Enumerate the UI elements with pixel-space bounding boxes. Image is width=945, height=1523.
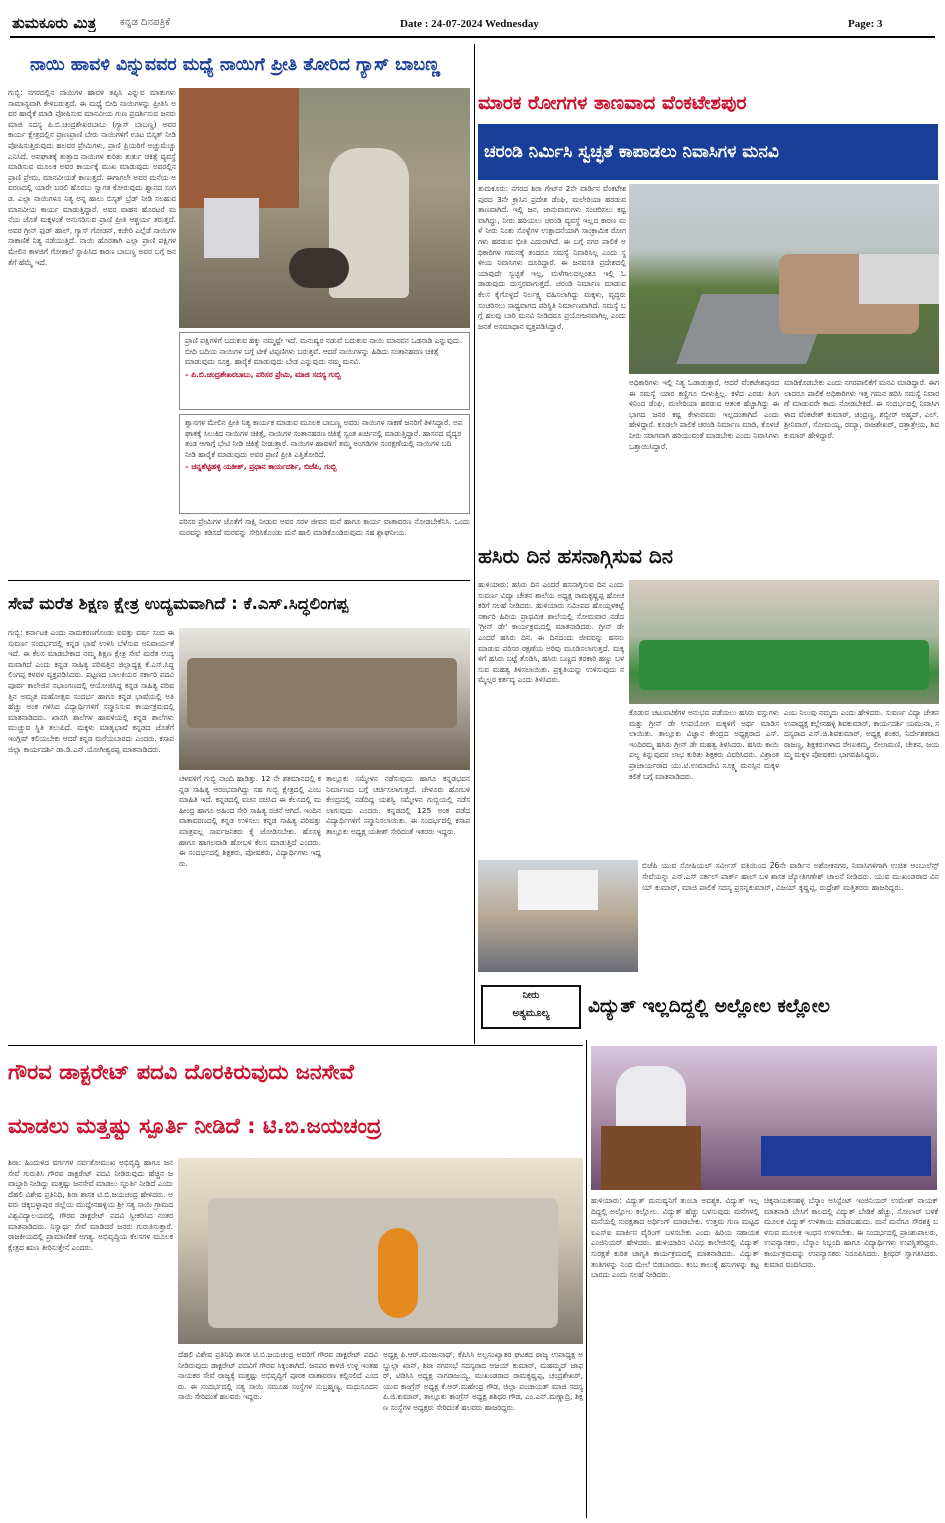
art1-quote-credit: – ಚನ್ನಶೆಟ್ಟಿಹಳ್ಳಿ ಯತೀಶ್, ಪ್ರಧಾನ ಕಾರ್ಯದರ್ಶಿ, ಬಿಜೆಪಿ, ಗುಬ್ಬಿ [185, 462, 337, 472]
photo-ambulance [518, 870, 598, 910]
divider-vertical-center [474, 44, 475, 1044]
art3-col3: ಎಂಬ ನಿಲುವು ನಮ್ಮದು ಎಂದು ಹೇಳಿದರು. ಸುವರ್ಣ ವಿದ್ಯಾ ಚೇತನ ಉಪಾಧ್ಯಕ್ಷ ಕಲ್ಲೇನಹಳ್ಳಿ ಶಿವಕುಮಾರ್, ಕಾರ್ಯದರ್ಶಿ ಯಮುನಾ, ಸದಸ್ಯರಾದ ಎಸ್.ಜಿ.ಶಿವಕುಮಾರ್, ಅಧ್ಯಕ್ಷ ಶಂಕರ, ನಿರ್ದೇಶಕರಾದ ರಾಜಣ್ಣ, ಶಿಕ್ಷಕರುಗಳಾದ ರೇಣುಕಮ್ಮ, ಲೀಲಾಮಣಿ, ಚೇತನ, ಜಯಮ್ಮ ಮಕ್ಕಳ ಪೋಷಕರು ಭಾಗವಹಿಸಿದ್ದರು. [784, 708, 939, 760]
masthead [0, 0, 945, 40]
art5-headline1: ಗೌರವ ಡಾಕ್ಟರೇಟ್ ಪದವಿ ದೊರಕಿರುವುದು ಜನಸೇವೆ [8, 1060, 354, 1084]
photo-washing-machine [204, 198, 259, 258]
divider-horizontal-bottom [8, 1045, 583, 1046]
photo-garland [378, 1228, 418, 1318]
paper-name: ತುಮಕೂರು ಮಿತ್ರ [12, 14, 97, 32]
issue-date: Date : 24-07-2024 Wednesday [400, 18, 539, 30]
art1-col1: ಗುಬ್ಬಿ: ನಗರದಲ್ಲಿನ ನಾಯಿಗಳ ಹಾವಳಿ ತಪ್ಪಿಸಿ ಎನ್ನುವ ಮಾತುಗಳು ಸಾಮಾನ್ಯವಾಗಿ ಕೇಳಿಬರುತ್ತದೆ. ಈ ಮಧ್ಯೆ ಬೀದಿ ನಾಯಿಗಳನ್ನು ಪ್ರೀತಿಸಿ ಅವರ ಹಾರೈಕೆ ಮಾಡಿ ಪೋಷಿಸುವ ಮಾನವೀಯ ಗುಣ ಪ್ರದರ್ಶಿಸುವ ಜನರು ಮಾಜಿ ಸದಸ್ಯ ಪಿ.ಬಿ.ಚಂದ್ರಶೇಖರಬಾಬು (ಗ್ಯಾಸ್ ಬಾಬಣ್ಣ) ಅವರ ಕಾರ್ಯ ಕ್ಷೇತ್ರದಲ್ಲಿನ ಪ್ರಾಣಪ್ರಾಣಿ ಬೇರು ನಾಯಿಗಳಿಗೆ ಊಟ ಬಿಸ್ಕತ್ ನೀಡಿ ಪೋಷಿಸುತ್ತಿರುವುದು ಹಲವರ ಪ್ರೇಮಿಗಳು, ಪ್ರಾಣಿ ಪ್ರಿಯರಿಗೆ ಅಚ್ಚುಮೆಚ್ಚು ಎನಿಸಿದೆ. ಅಪಘಾತಕ್ಕೆ ತುತ್ತಾದ ನಾಯಿಗಳ ಕುರಿತು ತುರ್ತು ಚಿಕಿತ್ಸೆ ವ್ಯವಸ್ಥೆ ಮಾಡಿಸುವ ಮೂಲಕ ಅವರ ಕಾರ್ಯಕ್ಕೆ ಮುಖ ಮಾಡುವುದು ಅವರಲ್ಲಿನ ಪ್ರಾಣಿ ಪ್ರೇಮ, ಮಾನವೀಯತೆ ಕಾಣುತ್ತದೆ. ಈಗಾಗಲೇ ಅವರ ಮನೆಯ ಅವರಣದಲ್ಲಿ ಯಾರೇ ಬರಲಿ ಹೊರಬು ಸ್ವಾಗತ ಕೋರುವುದು ಶ್ವಾನದ ಸಂಗಡ. ಎಲ್ಲಾ ನಾಯಿಗಳೂ ನಿತ್ಯ ಅನ್ನ ಹಾಲು ಬಿಸ್ಕತ್ ಬ್ರೆಡ್ ನೀಡಿ ಸಲಹುವ ಮಾನವೀಯ ಕಾರ್ಯ ಮಾಡುತ್ತಿದ್ದಾರೆ. ಅವರ ವಾಹನ ಹೊರಟರೆ ಮನೆಯ ಜೊತೆ ಮಕ್ಕಳಂತೆ ಅನುಸರಿಸುವ ಪ್ರಾಣಿ ಪ್ರೀತಿ ಆಶ್ಚರ್ಯ ತರುತ್ತದೆ. ಅವರ ಗ್ರೀನ್ ಫುಡ್ ಹಾಲ್, ಗ್ಯಾಸ್ ಗೋಡನ್, ಕಚೇರಿ ಎಲ್ಲೆಡೆ ನಾಯಿಗಳ ಸಾಕಾಣಿಕೆ ನಿತ್ಯ ನಡೆಯುತ್ತಿದೆ. ನಾಯಿ ಹೊರತಾಗಿ ಎಲ್ಲಾ ಪ್ರಾಣಿ ಪಕ್ಷಿಗಳ ಮೇಲಿನ ಕಾಳಜಿಗೆ ಗೋಶಾಲೆ ಸ್ಥಾಪಿಸಿದ ಕಾರಣ ಬಾಬಣ್ಣ ಅವರ ಬಗ್ಗೆ ಜನತೆಗೆ ಹೆಮ್ಮೆ ಇದೆ. [8, 88, 176, 267]
art3-col1: ಹುಳಿಯಾರು: ಹಸಿರು ದಿನ ಎಂದರೆ ಹಸನಾಗ್ಗಿಸುವ ದಿನ ಎಂದು ಸುವರ್ಣ ವಿದ್ಯಾ ಚೇತನ ಶಾಲೆಯ ಅಧ್ಯಕ್ಷ ರಾಮಕೃಷ್ಣಪ್ಪ ಹೋಚಕರಿಗೆ ಸಲಹೆ ನೀಡಿದರು. ಹುಳಿಯಾರು ಸಮೀಪದ ಹೊಯ್ಸಳಕಟ್ಟೆ ಸರ್ಕಾರಿ ಹಿರಿಯ ಪ್ರಾಥಮಿಕ ಶಾಲೆಯಲ್ಲಿ ಸೋಮವಾರ ನಡೆದ 'ಗ್ರೀನ್ ಡೇ' ಕಾರ್ಯಕ್ರಮದಲ್ಲಿ ಮಾತನಾಡಿದರು. ಗ್ರೀನ್ ಡೇ ಎಂದರೆ ಹಸಿರು ದಿನ. ಈ ದಿನದಂದು ಜೀವವನ್ನು ಹಸನು ಮಾಡುವ ಪರಿಸರ ರಕ್ಷಣೆಯ ಅರಿವು ಮೂಡಿಸಲಾಗುತ್ತದೆ. ಮಕ್ಕಳಿಗೆ ಹಸಿರು ಬಟ್ಟೆ ತೊಡಿಸಿ, ಹಸಿರು ಬಣ್ಣದ ತರಕಾರಿ ಹಣ್ಣು ಬಳಸುವ ಮಹತ್ವ ತಿಳಿಸಲಾಯಿತು. ಪ್ರಕೃತಿಯನ್ನು ಉಳಿಸುವುದು ನಮ್ಮೆಲ್ಲರ ಕರ್ತವ್ಯ ಎಂದು ತಿಳಿಸಿದರು. [478, 580, 624, 685]
bjp-note: ಬಿಜೆಪಿ ಯುವ ಸೋಷಿಯಲ್ ಸರ್ವೀಸ್ ವತಿಯಿಂದ 26ನೇ ವಾರ್ಡಿನ ಅಶೋಕನಗರ, ನಿವಾಸಿಗಳಿಗಾಗಿ ಉಚಿತ ಆಂಬುಲೆನ್ಸ್ ಸೇವೆಯನ್ನು ಎಸ್.ಎಸ್ ಸರ್ಕಲ್ ಪಾರ್ಕ್ ಹಾಲ್ ಬಳಿ ಶಾಸಕ ಜ್ಯೋತಿಗಣೇಶ್ ಚಾಲನೆ ನೀಡಿದರು. ಯುವ ಮುಖಂಡರಾದ ವಿನಯ್ ಕುಮಾರ್, ಮಾಜಿ ಪಾಲಿಕೆ ಸದಸ್ಯ ಪ್ರಸನ್ನಕುಮಾರ್, ವಿಜಯ್ ಕೃಷ್ಣಪ್ಪ, ರುದ್ರೇಶ್ ಮತ್ತಿತರರು ಹಾಜರಿದ್ದರು. [642, 861, 939, 892]
art1-caption-credit: – ಪಿ.ಬಿ.ಚಂದ್ರಶೇಖರಬಾಬು, ಪರಿಸರ ಪ್ರೇಮಿ, ಮಾಜಿ ಸದಸ್ಯ ಗುಬ್ಬಿ [185, 369, 341, 379]
art6-box [481, 985, 581, 1029]
photo-dais-table [761, 1136, 931, 1176]
divider-horizontal-left [8, 580, 470, 581]
photo-compound-wall [859, 254, 939, 304]
art2-headline1: ಮಾರಕ ರೋಗಗಳ ತಾಣವಾದ ವೆಂಕಟೇಶಪುರ [478, 92, 747, 114]
art2-photo [629, 184, 939, 374]
art4-photo [179, 628, 470, 770]
art1-quote-box [179, 414, 470, 514]
art3-headline: ಹಸಿರು ದಿನ ಹಸನಾಗ್ಗಿಸುವ ದಿನ [478, 544, 673, 568]
art1-caption-box [179, 332, 470, 410]
art6-photo [591, 1046, 937, 1190]
art6-headline: ವಿದ್ಯುತ್ ಇಲ್ಲದಿದ್ದಲ್ಲಿ ಅಲ್ಲೋಲ ಕಲ್ಲೋಲ [588, 996, 830, 1017]
bjp-photo [478, 860, 638, 972]
art1-headline: ನಾಯಿ ಹಾವಳಿ ವಿನ್ನುವವರ ಮಧ್ಯೆ ನಾಯಿಗೆ ಪ್ರೀತಿ ತೋರಿದ ಗ್ಯಾಸ್ ಬಾಬಣ್ಣ [30, 55, 441, 75]
art6-box-line1: ನೀರು [522, 990, 540, 1001]
art5-photo [178, 1158, 583, 1344]
photo-felicitation-row [187, 658, 457, 728]
art2-col2: ಅಧಿಕಾರಿಗಳು ಇಲ್ಲಿ ನಿತ್ಯ ಓಡಾಡುತ್ತಾರೆ, ಆದರೆ ವೆಂಕಟೇಶಪುರದ ಈ ಸಮಸ್ಯೆ ಯಾರ ಕಣ್ಣಿಗೂ ಬೀಳುತ್ತಿಲ್ಲ. ಕಳೆದ ಎರಡು ತಿಂಗಳಿನಿಂದ ಡೆಂಘಿ, ಮಲೇರಿಯಾ ಹರಡುವ ಆತಂಕ ಹೆಚ್ಚಾಗಿದ್ದು ಈ ಭಾಗದ ಜನರ ಕಷ್ಟ ಕೇಳುವವರು ಇಲ್ಲದಂತಾಗಿದೆ ಎಂದು ಹೇಳಿದ್ದಾರೆ. ಕೂಡಲೇ ಪಾಲಿಕೆ ಚರಂಡಿ ನಿರ್ಮಾಣ ಮಾಡಿ, ಕೊಳಚೆ ನೀರು ಸರಾಗವಾಗಿ ಹರಿಯುವಂತೆ ಮಾಡಬೇಕು ಎಂದು ನಿವಾಸಿಗಳು ಒತ್ತಾಯಿಸಿದ್ದಾರೆ. [629, 378, 779, 451]
art3-photo [629, 580, 939, 704]
art3-col2: ಕೊಡುವ ಚಟುವಟಿಕೆಗಳ ಅನುಭವ ಪಡೆಯಲು ಹಸಿರು ವಸ್ತುಗಳು ಮತ್ತು ಗ್ರೀನ್ ಡೇ ಉಪಯೋಗ ಮಕ್ಕಳಿಗೆ ಅರ್ಥ ಮಾಡಿಸಲಾಯಿತು. ತಾಲ್ಲೂಕು ವಿಜ್ಞಾನ ಕೇಂದ್ರದ ಅಧ್ಯಕ್ಷರಾದ ಎಸ್.ಇಂದಿರಮ್ಮ ಹಸಿರು ಗ್ರೀನ್ ಡೇ ಮಹತ್ವ ತಿಳಿಸಿದರು. ಹಸಿರು ಕಾಯಿ ಪಲ್ಯ ತಿನ್ನುವುದರ ಲಾಭ ಕುರಿತು ಶಿಕ್ಷಕರು ವಿವರಿಸಿದರು. ವಿಶ್ರಾಂತ ಪ್ರಾಚಾರ್ಯರಾದ ಯು.ಟಿ.ಉಮಾದೇವಿ ಸೂಕ್ಷ್ಮ ಮನಸ್ಸಿನ ಮಕ್ಕಳ ಕಲಿಕೆ ಬಗ್ಗೆ ಮಾತನಾಡಿದರು. [629, 708, 779, 781]
art1-quote: ಶ್ವಾನಗಳ ಮೇಲಿನ ಪ್ರೀತಿ ನಿತ್ಯ ಕಾರ್ಯಕ ಮಾಡುವ ಮೂಲಕ ಬಾಬಣ್ಣ ಅವರು ನಾಯಿಗಳ ಸಾಕಣೆ ಜನರಿಗೆ ತಿಳಿಸಿದ್ದಾರೆ. ಅಪಘಾತಕ್ಕೆ ಸಿಲುಕಿದ ನಾಯಿಗಳ ಚಿಕಿತ್ಸೆ, ನಾಯಿಗಳ ಸಂತಾನಹರಣ ಚಿಕಿತ್ಸೆ ಸ್ವಂತ ಖರ್ಚಿನಲ್ಲಿ ಮಾಡುತ್ತಿದ್ದಾರೆ. ಹಾಸನದ ವೈದ್ಯರ ತಂಡ ಆಗಾಗ್ಗೆ ಭೇಟಿ ನೀಡಿ ಚಿಕಿತ್ಸೆ ನೀಡುತ್ತಾರೆ. ನಾಯಿಗಳ ಹಾವಳಿಗೆ ತಮ್ಮ ಅಂಗಡಿಗಳ ಸಂರಕ್ಷಣೆಯಲ್ಲಿ ನಾಯಿಗಳ ಬದಿ ನೀಡಿ ಹಾರೈಕೆ ಮಾಡುವುದು ಅವರ ಪ್ರಾಣಿ ಪ್ರೀತಿ ಎತ್ತಿತೋರಿದೆ. [185, 418, 463, 459]
art5-headline2: ಮಾಡಲು ಮತ್ತಷ್ಟು ಸ್ಪೂರ್ತಿ ನೀಡಿದೆ : ಟಿ.ಬಿ.ಜಯಚಂದ್ರ [8, 1114, 382, 1138]
photo-dog [289, 248, 349, 288]
art4-col2: ಚಳವಳಿಗೆ ಗುಬ್ಬಿ ನಾಂದಿ ಹಾಡಿತ್ತು. 12 ನೇ ಶತಮಾನದಲ್ಲಿ ಕನ್ನಡ ಸಾಹಿತ್ಯ ಆರಂಭವಾಗಿದ್ದು ಸಹ ಗುಬ್ಬಿ ಕ್ಷೇತ್ರದಲ್ಲಿ ಎಂಬ ಮಾಹಿತಿ ಇದೆ. ಕನ್ನಡದಲ್ಲಿ ವಚನ ರಚಿಸಿದ ಈ ಕೆಲಸದಲ್ಲಿ ಮಹೀಂದ್ರ ಹಾಗೂ ಅಹಿಂದ ಸೇರಿ ಸಾಹಿತ್ಯ ರಚನೆ ಆಗಿದೆ. ಇಂದಿನ ವಾತಾವರಣದಲ್ಲಿ ಕನ್ನಡ ಉಳಿಸಲು ಕನ್ನಡ ಸಾಹಿತ್ಯ ಪರಿಷತ್ತು ಮಾತ್ರವಲ್ಲ ಸಾರ್ವಜನಿಕರು ಕೈ ಜೋಡಿಸಬೇಕು. ಹೊಸಳ್ಳಿ ಹಾಗೂ ಹಾಗಲವಾಡಿ ಹೋಬಳಿ ಕೆಲಸ ಮಾಡುತ್ತಿದೆ ಎಂದರು. ಈ ಸಂದರ್ಭದಲ್ಲಿ ಶಿಕ್ಷಕರು, ಪೋಷಕರು, ವಿದ್ಯಾರ್ಥಿಗಳು ಇದ್ದರು. [179, 774, 321, 868]
photo-wall [179, 88, 299, 208]
masthead-rule [10, 36, 935, 38]
photo-green-children [639, 640, 929, 690]
art4-col3: ತಾಲ್ಲೂಕು ಸಮ್ಮೇಳನ ನಡೆಸುವುದು ಹಾಗೂ ಕನ್ನಡಭವನ ನಿರ್ಮಾಣದ ಬಗ್ಗೆ ಚರ್ಚಿಸಲಾಗುತ್ತದೆ. ಚೇಳೂರು ಹೋಬಳಿ ಕೇಂದ್ರದಲ್ಲಿ ನಡೆದಿದ್ದ ಯಶಸ್ವಿ ಸಮ್ಮೇಳನ ಗುಬ್ಬಿಯಲ್ಲಿ ನಡೆಸಲಾಗುವುದು ಎಂದರು. ಕನ್ನಡದಲ್ಲಿ 125 ಅಂಕ ಪಡೆದ ವಿದ್ಯಾರ್ಥಿಗಳಿಗೆ ಸನ್ಮಾನಿಸಲಾಯಿತು. ಈ ಸಂದರ್ಭದಲ್ಲಿ ಕಸಾಪ ತಾಲ್ಲೂಕು ಅಧ್ಯಕ್ಷ ಯತೀಶ್ ಸೇರಿದಂತೆ ಇತರರು ಇದ್ದರು. [326, 774, 470, 836]
photo-podium [601, 1126, 701, 1190]
paper-tagline: ಕನ್ನಡ ದಿನಪತ್ರಿಕೆ [120, 17, 171, 28]
art2-col3: ಮಾಡಿಕೊಡಬೇಕು ಎಂದು ನಗರಪಾಲಿಕೆಗೆ ಮನವಿ ಮಾಡಿದ್ದಾರೆ. ಈಗಲಾದರೂ ಪಾಲಿಕೆ ಅಧಿಕಾರಿಗಳು ಇತ್ತ ಗಮನ ಹರಿಸಿ ಸಮಸ್ಯೆ ನಿವಾರಣೆ ಮಾಡುವರೇ ಕಾದು ನೋಡಬೇಕಿದೆ. ಈ ಸಂದರ್ಭದಲ್ಲಿ ನಿವಾಸಿಗಳಾದ ವೆಂಕಟೇಶ್ ಕುಮಾರ್, ಚಂದ್ರಣ್ಣ, ಶಬ್ಬೀರ್ ಅಹ್ಮದ್, ಎಲ್.ಶ್ರೀನಿವಾಸ್, ಸೋಮಯ್ಯ, ರಮ್ಯಾ, ರಾಜಶೇಖರ್, ದತ್ತಾತ್ರೇಯ, ಶಿವಕುಮಾರ್ ಹೇಳಿದ್ದಾರೆ. [784, 378, 939, 440]
art1-bottom: ಪರಿಸರ ಪ್ರೇಮಿಗಳ ಜೊತೆಗೆ ಸಾಕ್ಷಿ ನೀಡುವ ಅವರ ಸರಳ ಜೀವನ ಮನೆ ಹಾಗೂ ಕಾರ್ಯ ವಾತಾವರಣ ನೋಡಬೇಕೆನಿಸಿ. ಒಂದು ಮರವನ್ನು ಕಡಿಸದೆ ಮರವನ್ನು ಸೇರಿಸಿಕೊಂಡು ಮನೆ ಹಾಲಿ ಮಾಡಿಕೊಂಡಿರುವುದು ಸಹ ಶ್ಲಾಘನೀಯ. [179, 517, 470, 537]
art4-headline: ಸೇವೆ ಮರೆತ ಶಿಕ್ಷಣ ಕ್ಷೇತ್ರ ಉದ್ಯಮವಾಗಿದೆ : ಕೆ.ಎಸ್.ಸಿದ್ಧಲಿಂಗಪ್ಪ [8, 594, 349, 613]
divider-vertical-bottom [586, 1040, 587, 1518]
art1-caption: ಪ್ರಾಣಿ ಪಕ್ಷಿಗಳಿಗೆ ಬದುಕುವ ಹಕ್ಕು ನಮ್ಮಷ್ಟೇ ಇದೆ. ಮನುಷ್ಯರ ನಡುವೆ ಬದುಕುವ ನಾಯಿ ಮಾನವನ ಒಡನಾಡಿ ಎನ್ನುವುದು. ಬೀದಿ ಬದಿಯ ನಾಯಿಗಳ ಬಗ್ಗೆ ಟೀಕೆ ಟಿಪ್ಪಣಿಗಳು ಬರುತ್ತವೆ. ಆದರೆ ನಾಯಿಗಳನ್ನು ಹಿಡಿದು ಸಂತಾನಹರಣ ಚಿಕಿತ್ಸೆ ಮಾಡುವುದು ಸೂಕ್ತ. ಹಾರೈಕೆ ಮಾಡುವುದು ಬೇಡ ಎನ್ನುವುದು ನಮ್ಮ ಮನವಿ. [185, 336, 463, 367]
art4-col1: ಗುಬ್ಬಿ: ಕರ್ನಾಟಕ ಎಂದು ನಾಮಕರಣಗೊಂಡು ಐವತ್ತು ವರ್ಷ ಸಂದ ಈ ಸುವರ್ಣ ಸಂದರ್ಭದಲ್ಲಿ ಕನ್ನಡ ಭಾಷೆ ಉಳಿಸಿ ಬೆಳೆಸುವ ಅನಿವಾರ್ಯತೆ ಇದೆ. ಈ ಕೆಲಸ ಮಾಡಬೇಕಾದ ನಮ್ಮ ಶಿಕ್ಷಣ ಕ್ಷೇತ್ರ ಸೇವೆ ಮರೆತ ಉದ್ಯಮವಾಗಿದೆ ಎಂದು ಕನ್ನಡ ಸಾಹಿತ್ಯ ಪರಿಷತ್ತಿನ ಜಿಲ್ಲಾಧ್ಯಕ್ಷ ಕೆ.ಎಸ್.ಸಿದ್ಧಲಿಂಗಪ್ಪ ಕಳವಳ ವ್ಯಕ್ತಪಡಿಸಿದರು. ಪಟ್ಟಣದ ಬಾಲಕಿಯರ ಸರ್ಕಾರಿ ಪದವಿ ಪೂರ್ವ ಕಾಲೇಜಿನ ಸಭಾಂಗಣದಲ್ಲಿ ಆಯೋಜಿಸಿದ್ದ ಕನ್ನಡ ಸಾಹಿತ್ಯ ಪರಿಷತ್ತಿನ ಅಮೃತ ಮಹೋತ್ಸವ ಸಂದರ್ಭ ಹಾಗೂ ಕನ್ನಡ ಭಾಷೆಯಲ್ಲಿ ಅತಿ ಹೆಚ್ಚು ಅಂಕ ಗಳಿಸಿದ ವಿದ್ಯಾರ್ಥಿಗಳಿಗೆ ಸನ್ಮಾನಿಸುವ ಕಾರ್ಯಕ್ರಮದಲ್ಲಿ ಮಾತನಾಡಿದರು. ಖಾಸಗಿ ಶಾಲೆಗಳ ಹಾವಳಿಯಲ್ಲಿ ಕನ್ನಡ ಶಾಲೆಗಳು ಮುಚ್ಚುವ ಸ್ಥಿತಿ ತಲುಪಿದೆ. ಮಕ್ಕಳು ಮಾತೃಭಾಷೆ ಕನ್ನಡದ ಜೊತೆಗೆ ಇಂಗ್ಲಿಷ್ ಕಲಿಯಬೇಕು ಆದರೆ ಕನ್ನಡ ಮರೆಯಬಾರದು ಎಂದರು. ಕಸಾಪ ಜಿಲ್ಲಾ ಕಾರ್ಯದರ್ಶಿ ಡಾ.ಡಿ.ಎನ್.ಯೋಗೀಶ್ವರಪ್ಪ ಮಾತನಾಡಿದರು. [8, 628, 174, 754]
page-number: Page: 3 [848, 18, 883, 30]
art2-headline2: ಚರಂಡಿ ನಿರ್ಮಿಸಿ ಸ್ವಚ್ಛತೆ ಕಾಪಾಡಲು ನಿವಾಸಿಗಳ ಮನವಿ [478, 124, 938, 180]
art1-photo [179, 88, 470, 328]
art5-col2: ದೆಹಲಿ ವಿಶೇಷ ಪ್ರತಿನಿಧಿ ಶಾಸಕ ಟಿ.ಬಿ.ಜಯಚಂದ್ರ ಅವರಿಗೆ ಗೌರವ ಡಾಕ್ಟರೇಟ್ ಪದವಿ ನೀಡಿರುವುದು ಡಾಕ್ಟರೇಟ್ ಪದವಿಗೆ ಗೌರವ ಸಿಕ್ಕಂತಾಗಿದೆ. ಜನಪರ ಕಾಳಜಿ ಉಳ್ಳ ಇಂತಹ ನಾಯಕರ ಸೇವೆ ರಾಜ್ಯಕ್ಕೆ ಮತ್ತಷ್ಟು ಅಭಿವೃದ್ಧಿಗೆ ಪೂರಕ ವಾತಾವರಣ ಕಲ್ಪಿಸಲಿದೆ ಎಂದರು. ಈ ಸಂದರ್ಭದಲ್ಲಿ ಸತ್ಯ ಸಾಯಿ ಸಮೂಹ ಸಂಸ್ಥೆಗಳ ಸುಬ್ರಹ್ಮಣ್ಯ, ಮಧುಸೂದನ ಸಾಯಿ ಸೇರಿದಂತೆ ಹಲವರು ಇದ್ದರು. [178, 1350, 378, 1402]
art6-col1: ಹುಳಿಯಾರು: ವಿದ್ಯುತ್ ಮನುಷ್ಯನಿಗೆ ತುಂಬಾ ಅವಶ್ಯಕ. ವಿದ್ಯುತ್ ಇಲ್ಲದಿದ್ದಲ್ಲಿ ಅಲ್ಲೋಲ ಕಲ್ಲೋಲ. ವಿದ್ಯುತ್ ಹೆಚ್ಚು ಬಳಸುವುದು ಮನೆಗಳಲ್ಲಿ ಮನೆಯಲ್ಲಿ ಸುರಕ್ಷತಾದ ಅರ್ಥಿಂಗ್ ಮಾಡಬೇಕು. ಉತ್ತಮ ಗುಣ ಮಟ್ಟದ ಐಎಸ್‌ಐ ಮಾರ್ಕಿನ ವೈರಿಂಗ್ ಬಳಸಬೇಕು ಎಂದು ಹಿರಿಯ ಸಹಾಯಕ ಎಂಜಿನಿಯರ್ ಹೇಳಿದರು. ಹುಳಿಯಾರಿನ ವಿವಿಧ ಕಾಲೇಜಿನಲ್ಲಿ ವಿದ್ಯುತ್ ಸುರಕ್ಷತೆ ಕುರಿತ ಜಾಗೃತಿ ಕಾರ್ಯಕ್ರಮದಲ್ಲಿ ಮಾತನಾಡಿದರು. ವಿದ್ಯುತ್ ತಂತಿಗಳನ್ನು ನಿಂದ ಮೇಲೆ ಬಿಡಬಾರದು. ಕಂಬ ಕಾಲುಕ್ಕೆ ಹಸುಗಳನ್ನು ಕಟ್ಟಬಾರದು ಎಂದು ಸಲಹೆ ನೀಡಿದರು. [591, 1196, 759, 1280]
art2-col1: ತುಮಕೂರು: ನಗರದ ಶಿರಾ ಗೇಟ್‌ನ 2ನೇ ವಾರ್ಡಿನ ವೆಂಕಟೇಶಪುರದ 3ನೇ ಕ್ರಾಸಿನ ಪ್ರದೇಶ ಡೆಂಘಿ, ಮಲೇರಿಯಾ ಹರಡುವ ತಾಣವಾಗಿದೆ. ಇಲ್ಲಿ ಜನ, ಜಾನುವಾರುಗಳು ಸಂಚರಿಸಲು ಕಷ್ಟವಾಗಿದ್ದು, ನೀರು ಹರಿಯಲು ಚರಂಡಿ ವ್ಯವಸ್ಥೆ ಇಲ್ಲದ ಕಾರಣ ಮಳೆ ನೀರು ನಿಂತು ಸೊಳ್ಳೆಗಳ ಉತ್ಪಾದನೆಯಾಗಿ ಸಾಂಕ್ರಾಮಿಕ ರೋಗಗಳು ಹರಡುವ ಭೀತಿ ಎದುರಾಗಿದೆ. ಈ ಬಗ್ಗೆ ನಗರ ಪಾಲಿಕೆ ಅಧಿಕಾರಿಗಳ ಗಮನಕ್ಕೆ ತಂದರೂ ಸಮಸ್ಯೆ ನಿವಾರಿಸಿಲ್ಲ ಎಂದು ಸ್ಥಳೀಯ ನಿವಾಸಿಗಳು ದೂರಿದ್ದಾರೆ. ಈ ಜನವಸತಿ ಪ್ರದೇಶದಲ್ಲಿ ಯಾವುದೇ ಸ್ವಚ್ಛತೆ ಇಲ್ಲ, ಮಳೆಗಾಲದಲ್ಲಂತೂ ಇಲ್ಲಿ ಓಡಾಡುವುದು ದುಸ್ತರವಾಗುತ್ತದೆ. ಚರಂಡಿ ನಿರ್ಮಾಣ ಮಾಡುವ ಕೆಲಸ ಕೈಗೊಳ್ಳದೆ ನಿರ್ಲಕ್ಷ್ಯ ವಹಿಸಲಾಗಿದ್ದು ಮಕ್ಕಳು, ವೃದ್ಧರು ಸಂಚರಿಸಲು ಸಾಧ್ಯವಾಗದ ಪರಿಸ್ಥಿತಿ ನಿರ್ಮಾಣವಾಗಿದೆ. ಸಮಸ್ಯೆ ಬಗ್ಗೆ ಹಲವು ಬಾರಿ ಮನವಿ ನೀಡಿದರೂ ಪ್ರಯೋಜನವಾಗಿಲ್ಲ ಎಂದು ಜನತೆ ಅಸಮಾಧಾನ ವ್ಯಕ್ತಪಡಿಸಿದ್ದಾರೆ. [478, 184, 626, 331]
art6-box-line2: ಅತ್ಯಮೂಲ್ಯ [512, 1008, 550, 1019]
art5-col3: ಅಧ್ಯಕ್ಷ ಪಿ.ಆರ್.ಮಂಜುನಾಥ್, ಕೆಪಿಸಿಸಿ ಅಲ್ಪಸಂಖ್ಯಾತರ ಘಟಕದ ರಾಜ್ಯ ಉಪಾಧ್ಯಕ್ಷ ಅಬ್ದುಲ್ಲಾ ಖಾನ್, ಶಿರಾ ನಗರಸಭೆ ಸದಸ್ಯರಾದ ಅಜಯ್ ಕುಮಾರ್, ಮಹಮ್ಮದ್ ಜಾಫರ್, ಟಿಡಿಸಿಸಿ ಅಧ್ಯಕ್ಷ ನಾಗರಾಜಯ್ಯ, ಮುಖಂಡರಾದ ರಾಮಕೃಷ್ಣಪ್ಪ, ಚಂದ್ರಶೇಖರ್, ಯುವ ಕಾಂಗ್ರೆಸ್ ಅಧ್ಯಕ್ಷ ಕೆ.ಆರ್.ಮಹೇಂದ್ರ ಗೌಡ, ಜಿಲ್ಲಾ ಪಂಚಾಯತ್ ಮಾಜಿ ಸದಸ್ಯ ಪಿ.ಜಿ.ಕುಮಾರ್, ತಾಲ್ಲೂಕು ಕಾಂಗ್ರೆಸ್ ಅಧ್ಯಕ್ಷ ಶಶಿಧರ ಗೌಡ, ಎಂ.ಎನ್.ಮಣ್ಣಾದ್ರಿ, ಶಿಕ್ಷಣ ಸಂಸ್ಥೆಗಳ ಅಧ್ಯಕ್ಷರು ಸೇರಿದಂತೆ ಹಲವರು ಹಾಜರಿದ್ದರು. [383, 1350, 583, 1412]
art5-col1: ಶಿರಾ: ಹಿಂದುಳಿದ ವರ್ಗಗಳ ಸರ್ವತೋಮುಖ ಅಭಿವೃದ್ಧಿ ಹಾಗೂ ಜನಸೇವೆ ಗುರುತಿಸಿ ಗೌರವ ಡಾಕ್ಟರೇಟ್ ಪದವಿ ನೀಡಿರುವುದು ಹೆಚ್ಚಿನ ಜವಾಬ್ದಾರಿ ನೀಡಿದ್ದು ಮತ್ತಷ್ಟು ಜನಸೇವೆ ಮಾಡಲು ಸ್ಫೂರ್ತಿ ನೀಡಿದೆ ಎಂದು ದೆಹಲಿ ವಿಶೇಷ ಪ್ರತಿನಿಧಿ, ಶಿರಾ ಶಾಸಕ ಟಿ.ಬಿ.ಜಯಚಂದ್ರ ಹೇಳಿದರು. ಅವರು ಚಿಕ್ಕಬಳ್ಳಾಪುರ ಜಿಲ್ಲೆಯ ಮುದ್ದೇನಹಳ್ಳಿಯ ಶ್ರೀ ಸತ್ಯ ಸಾಯಿ ಗ್ರಾಮದ ವಿಶ್ವವಿದ್ಯಾಲಯದಲ್ಲಿ ಗೌರವ ಡಾಕ್ಟರೇಟ್ ಪದವಿ ಸ್ವೀಕರಿಸಿದ ನಂತರ ಮಾತನಾಡಿದರು. ನಿಸ್ವಾರ್ಥ ಸೇವೆ ಮಾಡಿದರೆ ಜನರು ಗುರುತಿಸುತ್ತಾರೆ. ರಾಜಕೀಯದಲ್ಲಿ ಪ್ರಾಮಾಣಿಕತೆ ಅಗತ್ಯ. ಅಭಿವೃದ್ಧಿಯ ಕೆಲಸಗಳ ಮೂಲಕ ಕ್ಷೇತ್ರದ ಋಣ ತೀರಿಸುತ್ತೇನೆ ಎಂದರು. [8, 1158, 173, 1252]
art6-col2: ಚಿಕ್ಕನಾಯಕನಹಳ್ಳಿ ಬೆಸ್ಕಾಂ ಅಸಿಸ್ಟೆಂಟ್ ಇಂಜಿನಿಯರ್ ಉಮೇಶ್ ನಾಯಕ್ ಮಾತನಾಡಿ ಬೇಸಿಗೆ ಕಾಲದಲ್ಲಿ ವಿದ್ಯುತ್ ಬೇಡಿಕೆ ಹೆಚ್ಚು, ಸೋಲಾರ್ ಬಳಕೆ ಮೂಲಕ ವಿದ್ಯುತ್ ಉಳಿತಾಯ ಮಾಡಬಹುದು. ಮನೆ ಮನೆಗೂ ಸೌರಶಕ್ತಿ ಬಳಸುವ ಮೂಲಕ ಇಂಧನ ಉಳಿಸಬೇಕು. ಈ ಸಂದರ್ಭದಲ್ಲಿ ಪ್ರಾಂಶುಪಾಲರು, ಉಪನ್ಯಾಸಕರು, ಬೆಸ್ಕಾಂ ಸಿಬ್ಬಂದಿ ಹಾಗೂ ವಿದ್ಯಾರ್ಥಿಗಳು ಉಪಸ್ಥಿತರಿದ್ದರು. ಕಾರ್ಯಕ್ರಮವನ್ನು ಉಪನ್ಯಾಸಕರು ನಿರೂಪಿಸಿದರು. ಶ್ರೀಧರ್ ಸ್ವಾಗತಿಸಿದರು. ಕುಮಾರ ವಂದಿಸಿದರು. [764, 1196, 938, 1269]
